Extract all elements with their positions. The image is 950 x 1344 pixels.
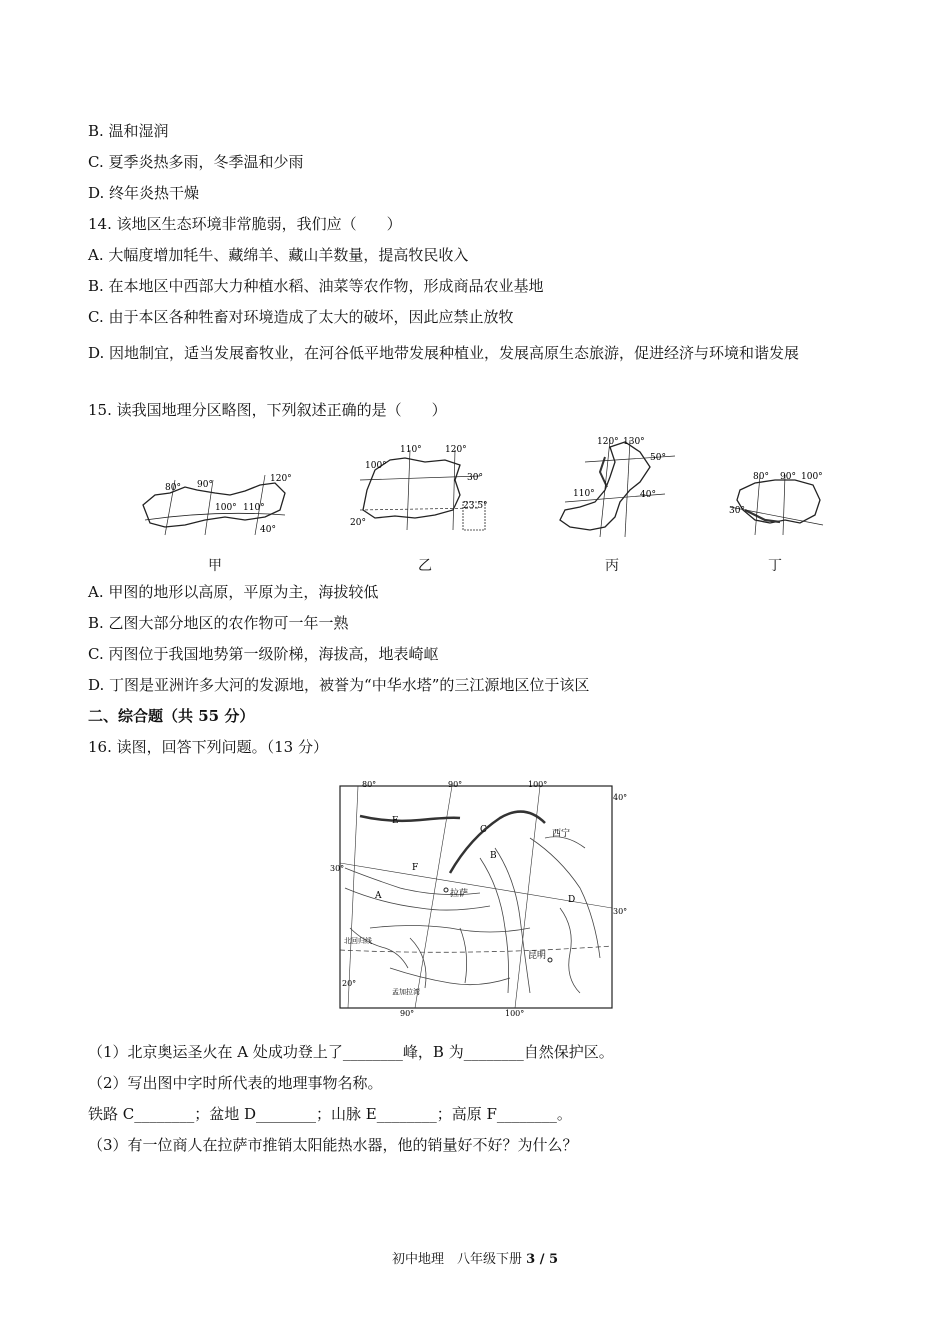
q14-option-b: B. 在本地区中西部大力种植水稻、油菜等农作物，形成商品农业基地 bbox=[88, 277, 544, 295]
q16-lat-40: 40° bbox=[613, 793, 628, 802]
q13-option-d: D. 终年炎热干燥 bbox=[88, 184, 200, 202]
q14-option-a: A. 大幅度增加牦牛、藏绵羊、藏山羊数量，提高牧民收入 bbox=[88, 246, 469, 264]
map-yi bbox=[345, 440, 505, 540]
q16-point-c: C bbox=[480, 825, 487, 835]
page-footer bbox=[0, 1248, 950, 1267]
map-ding-label-1: 90° bbox=[780, 472, 796, 482]
map-bing-label-0: 120° bbox=[597, 437, 619, 447]
q13-option-c: C. 夏季炎热多雨，冬季温和少雨 bbox=[88, 153, 304, 171]
q16-point-lhasa: 拉萨 bbox=[450, 889, 469, 899]
q16-sub3: （3）有一位商人在拉萨市推销太阳能热水器，他的销量好不好？为什么？ bbox=[88, 1136, 578, 1154]
q16-point-b: B bbox=[490, 851, 497, 861]
q16-point-d: D bbox=[568, 895, 576, 905]
q15-stem: 15. 读我国地理分区略图，下列叙述正确的是（ ） bbox=[88, 401, 447, 419]
map-yi-label-1: 120° bbox=[445, 445, 467, 455]
map-jia-label-3: 110° bbox=[243, 503, 265, 513]
map-yi-caption: 乙 bbox=[418, 558, 432, 574]
map-yi-label-4: 23.5° bbox=[463, 501, 488, 511]
map-jia bbox=[135, 465, 300, 545]
q16-sub2: （2）写出图中字时所代表的地理事物名称。 bbox=[88, 1074, 383, 1092]
q16-point-xining: 西宁 bbox=[552, 829, 571, 839]
q16-stem: 16. 读图，回答下列问题。（13 分） bbox=[88, 738, 328, 756]
q16-lon-90: 90° bbox=[448, 780, 463, 789]
q16-lon-100: 100° bbox=[528, 780, 548, 789]
map-bing bbox=[555, 432, 680, 542]
map-ding bbox=[725, 465, 825, 540]
q16-lat-30-right: 30° bbox=[613, 907, 628, 916]
q15-option-b: B. 乙图大部分地区的农作物可一年一熟 bbox=[88, 614, 349, 632]
map-yi-label-3: 30° bbox=[467, 473, 483, 483]
map-jia-label-5: 40° bbox=[260, 525, 276, 535]
map-ding-label-2: 100° bbox=[801, 472, 823, 482]
map-bing-caption: 丙 bbox=[605, 558, 619, 574]
q16-lon-80: 80° bbox=[362, 780, 377, 789]
q16-point-kunming: 昆明 bbox=[528, 951, 547, 961]
map-jia-label-4: 120° bbox=[270, 474, 292, 484]
q16-sub1: （1）北京奥运圣火在 A 处成功登上了________峰，B 为________自然保护区。 bbox=[88, 1043, 614, 1061]
q16-lon-90-bottom: 90° bbox=[400, 1009, 415, 1018]
q16-point-a: A bbox=[375, 891, 382, 901]
map-jia-label-0: 80° bbox=[165, 483, 181, 493]
page-number: 3 / 5 bbox=[526, 1252, 559, 1267]
map-ding-caption: 丁 bbox=[768, 558, 782, 574]
q14-option-c: C. 由于本区各种牲畜对环境造成了太大的破坏，因此应禁止放牧 bbox=[88, 308, 514, 326]
map-ding-label-3: 30° bbox=[729, 506, 745, 516]
q16-lat-20: 20° bbox=[342, 979, 357, 988]
q16-sub2-blanks: 铁路 C________；盆地 D________；山脉 E________；高原 F________。 bbox=[88, 1105, 572, 1123]
map-yi-label-2: 100° bbox=[365, 461, 387, 471]
q15-option-a: A. 甲图的地形以高原，平原为主，海拔较低 bbox=[88, 583, 379, 601]
map-jia-caption: 甲 bbox=[208, 558, 222, 574]
q16-lon-100-bottom: 100° bbox=[505, 1009, 525, 1018]
map-bing-label-2: 50° bbox=[650, 453, 666, 463]
map-jia-label-2: 100° bbox=[215, 503, 237, 513]
map-bing-label-4: 110° bbox=[573, 489, 595, 499]
map-yi-label-0: 110° bbox=[400, 445, 422, 455]
q15-option-d: D. 丁图是亚洲许多大河的发源地，被誉为“中华水塔”的三江源地区位于该区 bbox=[88, 676, 590, 694]
q15-option-c: C. 丙图位于我国地势第一级阶梯，海拔高，地表崎岖 bbox=[88, 645, 439, 663]
footer-text: 初中地理 八年级下册 bbox=[391, 1252, 522, 1267]
map-bing-label-3: 40° bbox=[640, 490, 656, 500]
map-ding-label-0: 80° bbox=[753, 472, 769, 482]
q16-lat-30-left: 30° bbox=[330, 864, 345, 873]
q16-bay-label: 孟加拉湾 bbox=[392, 988, 420, 996]
q16-point-e: E bbox=[392, 816, 399, 826]
q14-stem: 14. 该地区生态环境非常脆弱，我们应（ ） bbox=[88, 215, 402, 233]
q14-option-d: D. 因地制宜，适当发展畜牧业，在河谷低平地带发展种植业，发展高原生态旅游，促进经济与环境和谐发展 bbox=[88, 344, 800, 362]
map-bing-label-1: 130° bbox=[623, 437, 645, 447]
section-heading: 二、综合题（共 55 分） bbox=[88, 707, 255, 725]
q16-tropic-label: 北回归线 bbox=[344, 937, 372, 945]
q16-point-f: F bbox=[412, 863, 419, 873]
map-yi-label-5: 20° bbox=[350, 518, 366, 528]
q13-option-b: B. 温和湿润 bbox=[88, 122, 169, 140]
map-jia-label-1: 90° bbox=[197, 480, 213, 490]
q16-map bbox=[330, 778, 628, 1018]
